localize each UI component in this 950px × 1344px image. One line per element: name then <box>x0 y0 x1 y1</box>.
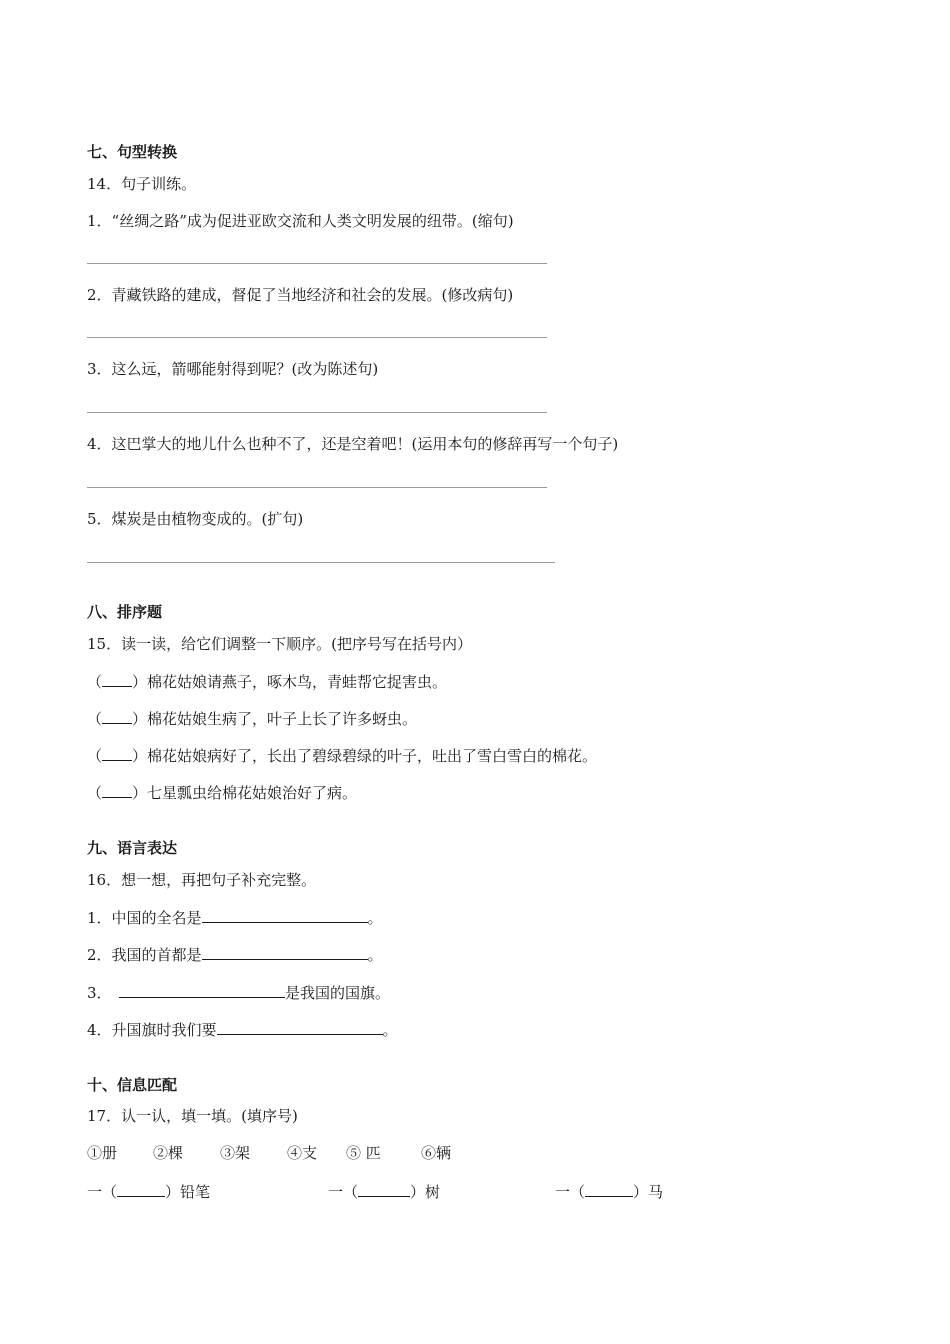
order-blank-1[interactable] <box>102 671 132 687</box>
q14-item-5: 5．煤炭是由植物变成的。(扩句) <box>87 510 304 528</box>
measure-blank-3[interactable] <box>585 1181 633 1197</box>
open-paren: （ <box>87 747 103 765</box>
measure-blank-1[interactable] <box>117 1181 165 1197</box>
fill-suffix: ）铅笔 <box>165 1183 211 1201</box>
section-10-title: 十、信息匹配 <box>87 1076 178 1094</box>
close-paren: ） <box>132 747 148 765</box>
order-item-2 <box>87 708 417 729</box>
order-item-text: 棉花姑娘请燕子，啄木鸟，青蛙帮它捉害虫。 <box>147 673 448 691</box>
close-paren: ） <box>132 673 148 691</box>
measure-fill-2 <box>328 1181 440 1202</box>
option-5: ⑤ 匹 <box>346 1144 381 1162</box>
fill-prefix: 3． <box>87 984 120 1002</box>
order-blank-4[interactable] <box>102 782 132 798</box>
answer-line-5[interactable] <box>87 562 555 563</box>
order-blank-2[interactable] <box>102 708 132 724</box>
fill-blank-1[interactable] <box>202 907 368 923</box>
answer-line-3[interactable] <box>87 412 547 413</box>
order-item-3 <box>87 745 597 766</box>
section-7-title: 七、句型转换 <box>87 143 178 161</box>
question-15: 15．读一读，给它们调整一下顺序。(把序号写在括号内） <box>87 635 472 653</box>
fill-prefix: 一（ <box>87 1183 118 1201</box>
fill-blank-2[interactable] <box>202 944 368 960</box>
answer-line-1[interactable] <box>87 263 547 264</box>
q14-item-4: 4．这巴掌大的地儿什么也种不了，还是空着吧！(运用本句的修辞再写一个句子) <box>87 435 619 453</box>
fill-prefix: 1．中国的全名是 <box>87 909 202 927</box>
fill-suffix: 。 <box>367 909 383 927</box>
option-6: ⑥辆 <box>421 1144 452 1162</box>
option-1: ①册 <box>87 1144 118 1162</box>
close-paren: ） <box>132 784 148 802</box>
fill-blank-4[interactable] <box>217 1019 383 1035</box>
question-14: 14．句子训练。 <box>87 175 197 193</box>
answer-line-4[interactable] <box>87 487 547 488</box>
fill-prefix: 一（ <box>555 1183 586 1201</box>
question-16: 16．想一想，再把句子补充完整。 <box>87 871 317 889</box>
order-item-text: 七星瓢虫给棉花姑娘治好了病。 <box>147 784 358 802</box>
fill-item-4 <box>87 1019 398 1040</box>
open-paren: （ <box>87 784 103 802</box>
open-paren: （ <box>87 673 103 691</box>
section-8-title: 八、排序题 <box>87 603 163 621</box>
fill-prefix: 一（ <box>328 1183 359 1201</box>
measure-fill-1 <box>87 1181 210 1202</box>
order-blank-3[interactable] <box>102 745 132 761</box>
option-2: ②棵 <box>153 1144 184 1162</box>
q14-item-1: 1．“丝绸之路”成为促进亚欧交流和人类文明发展的纽带。(缩句) <box>87 212 514 230</box>
fill-suffix: ）树 <box>410 1183 441 1201</box>
q14-item-3: 3．这么远，箭哪能射得到呢？(改为陈述句) <box>87 360 379 378</box>
q14-item-2: 2．青藏铁路的建成，督促了当地经济和社会的发展。(修改病句) <box>87 286 514 304</box>
fill-item-1 <box>87 907 383 928</box>
close-paren: ） <box>132 710 148 728</box>
section-9-title: 九、语言表达 <box>87 839 178 857</box>
order-item-1 <box>87 671 447 692</box>
fill-suffix: 是我国的国旗。 <box>285 984 391 1002</box>
order-item-text: 棉花姑娘生病了，叶子上长了许多蚜虫。 <box>147 710 418 728</box>
fill-item-2 <box>87 944 383 965</box>
answer-line-2[interactable] <box>87 337 547 338</box>
order-item-4 <box>87 782 357 803</box>
fill-suffix: ）马 <box>633 1183 664 1201</box>
fill-suffix: 。 <box>382 1021 398 1039</box>
option-3: ③架 <box>220 1144 251 1162</box>
fill-prefix: 2．我国的首都是 <box>87 946 202 964</box>
order-item-text: 棉花姑娘病好了，长出了碧绿碧绿的叶子，吐出了雪白雪白的棉花。 <box>147 747 598 765</box>
measure-fill-3 <box>555 1181 663 1202</box>
option-4: ④支 <box>287 1144 318 1162</box>
fill-suffix: 。 <box>367 946 383 964</box>
fill-blank-3[interactable] <box>119 982 285 998</box>
open-paren: （ <box>87 710 103 728</box>
fill-item-3 <box>87 982 390 1003</box>
measure-blank-2[interactable] <box>358 1181 410 1197</box>
question-17: 17．认一认，填一填。(填序号) <box>87 1107 298 1125</box>
fill-prefix: 4．升国旗时我们要 <box>87 1021 217 1039</box>
